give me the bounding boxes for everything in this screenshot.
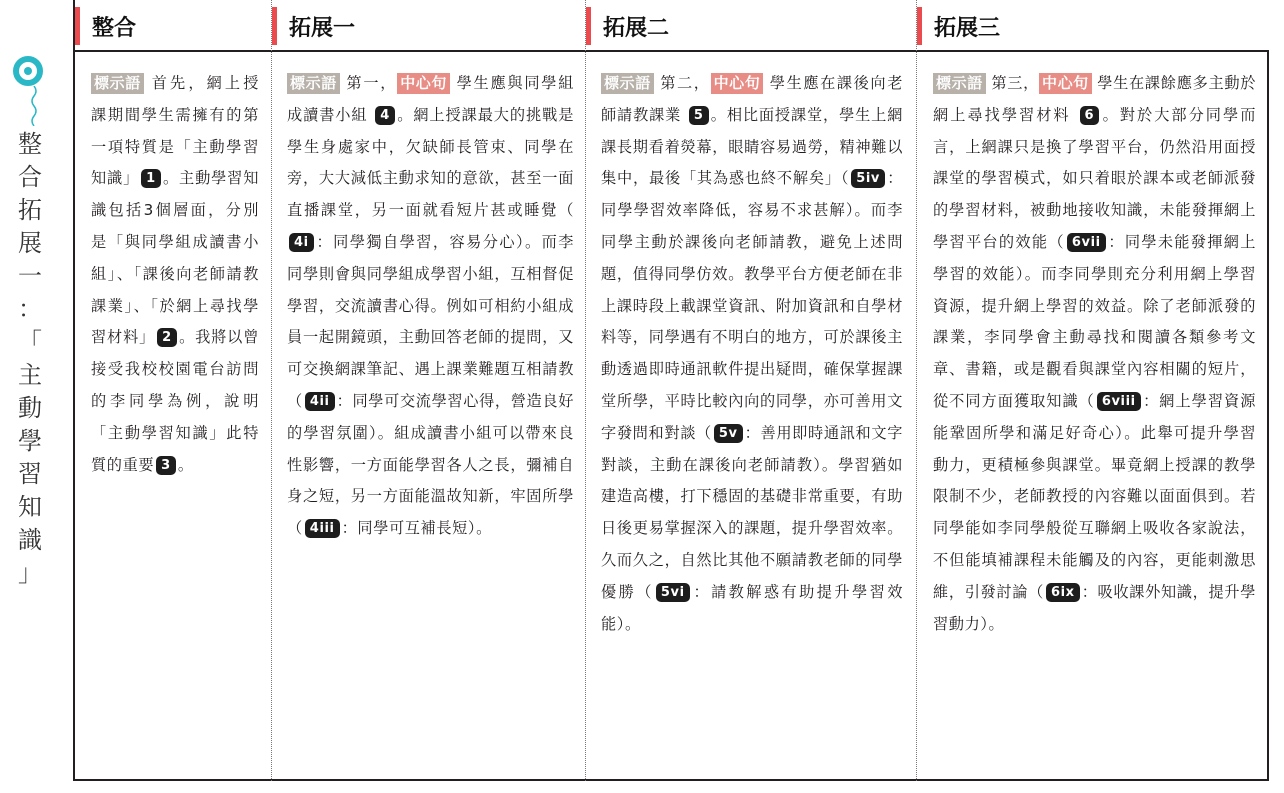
column-header: [586, 10, 669, 42]
squiggle-line-icon: [29, 86, 39, 126]
vertical-title-char: 動: [18, 394, 42, 422]
marker-tag: 標示語: [601, 73, 654, 94]
column-body: [933, 68, 1256, 640]
vertical-title-char: 「: [18, 328, 42, 356]
column-heading: 拓展三: [934, 14, 1001, 41]
column-body: [601, 68, 903, 640]
column-heading: 整合: [92, 14, 137, 41]
paragraph-text: 。對於大部分同學而言，上網課只是換了學習平台，仍然沿用面授課堂的學習模式，如只着眼於課本或老師派發的學習材料，被動地接收知識，未能發揮網上學習平台的效能（: [933, 105, 1257, 251]
vertical-title-char: 展: [18, 229, 42, 257]
marker-tag: 標示語: [287, 73, 340, 94]
topic-sentence-tag: 中心句: [1039, 73, 1092, 94]
paragraph-text: ：同學未能發揮網上學習的效能）。而李同學則充分利用網上學習資源，提升網上學習的效益。除了老師派發的課業，李同學會主動尋找和閱讀各類參考文章、書籍，或是觀看與課堂內容相關的短片，從不同方面獲取知識（: [933, 232, 1256, 410]
vertical-title-char: 主: [18, 361, 42, 389]
annotation-badge: 6: [1080, 106, 1100, 125]
column-header: [272, 10, 355, 42]
vertical-title-char: 學: [18, 427, 42, 455]
paragraph-text: 學生應在課後向老師請教課業: [601, 74, 903, 124]
paragraph-text: 。我將以曾接受我校校園電台訪問的李同學為例，說明「主動學習知識」此特質的重要: [91, 328, 259, 474]
heading-accent-bar: [917, 7, 922, 45]
paragraph-text: ：同學可交流學習心得，營造良好的學習氛圍）。組成讀書小組可以帶來良性影響，一方面能學習各人之長，彌補自身之短，另一方面能溫故知新，牢固所學（: [287, 391, 574, 538]
column-body: [91, 68, 259, 481]
annotation-badge: 5: [689, 106, 709, 125]
annotation-badge: 6viii: [1097, 392, 1141, 411]
paragraph-text: ：善用即時通訊和文字對談，主動在課後向老師請教）。學習猶如建造高樓，打下穩固的基礎非常重要，有助日後更易掌握深入的課題，提升學習效率。久而久之，自然比其他不願請教老師的同學優勝（: [601, 423, 903, 601]
annotation-badge: 3: [156, 456, 176, 475]
column-integration: [73, 0, 271, 781]
marker-tag: 標示語: [91, 73, 144, 94]
heading-accent-bar: [272, 7, 277, 45]
sidebar: [0, 0, 70, 793]
paragraph-text: ：吸收課外知識，提升學習動力）。: [933, 582, 1256, 633]
paragraph-text: 學生應與同學組成讀書小組: [287, 74, 574, 124]
paragraph-text: 。相比面授課堂，學生上網課長期看着熒幕，眼睛容易過勞，精神難以集中，最後「其為惑也終不解矣」（: [601, 105, 903, 188]
vertical-title-char: 習: [18, 460, 42, 488]
paragraph-text: ：請教解惑有助提升學習效能）。: [601, 582, 903, 633]
paragraph-text: ：同學可互補長短）。: [341, 519, 492, 538]
vertical-title-char: ：: [18, 295, 42, 323]
topic-sentence-tag: 中心句: [711, 73, 764, 94]
paragraph-text: 第一，: [339, 74, 398, 92]
column-header: [917, 10, 1000, 42]
annotation-badge: 5v: [714, 424, 743, 443]
annotation-badge: 6vii: [1067, 233, 1106, 252]
vertical-section-title: [14, 128, 46, 590]
column-extension-1: [271, 0, 585, 781]
paragraph-text: ：網上學習資源能鞏固所學和滿足好奇心）。此舉可提升學習動力，更積極參與課堂。畢竟網上授課的教學限制不少，老師教授的內容難以面面俱到。若同學能如李同學般從互聯網上吸收各家說法，不但能填補課程未能觸及的內容，更能刺激思維，引發討論（: [933, 391, 1256, 601]
vertical-title-char: 知: [18, 493, 42, 521]
annotation-badge: 4i: [289, 233, 314, 252]
paragraph-text: 第三，: [985, 74, 1039, 92]
vertical-title-char: 」: [18, 559, 42, 587]
annotation-badge: 5vi: [656, 583, 690, 602]
heading-accent-bar: [75, 7, 80, 45]
column-header: [75, 10, 136, 42]
annotation-badge: 4ii: [305, 392, 335, 411]
paragraph-text: 。: [177, 455, 194, 474]
marker-tag: 標示語: [933, 73, 986, 94]
column-extension-2: [585, 0, 916, 781]
column-heading: 拓展二: [603, 14, 670, 41]
vertical-title-char: 拓: [18, 196, 42, 224]
column-body: [287, 68, 574, 545]
annotation-badge: 5iv: [851, 169, 885, 188]
paragraph-text: ：同學學習效率降低，容易不求甚解）。而李同學主動於課後向老師請教，避免上述問題，值得同學仿效。教學平台方便老師在非上課時段上載課堂資訊、附加資訊和自學材料等，同學遇有不明白的地方，可於課後主動透過即時通訊軟件提出疑問，確保掌握課堂所學，平時比較內向的同學，亦可善用文字發問和對談（: [601, 169, 904, 442]
column-heading: 拓展一: [289, 14, 356, 41]
paragraph-text: 。主動學習知識包括3個層面，分別是「與同學組成讀書小組」、「課後向老師請教課業」、「於網上尋找學習材料」: [91, 169, 259, 347]
column-extension-3: [916, 0, 1269, 781]
paragraph-text: 第二，: [653, 74, 711, 92]
vertical-title-char: 識: [18, 526, 42, 554]
target-circle-icon: [13, 56, 43, 86]
vertical-title-char: 一: [18, 262, 42, 290]
paragraph-text: 首先，網上授課期間學生需擁有的第一項特質是「主動學習知識」: [91, 74, 259, 188]
annotation-badge: 6ix: [1046, 583, 1080, 602]
vertical-title-char: 合: [18, 163, 42, 191]
heading-accent-bar: [586, 7, 591, 45]
paragraph-text: 學生在課餘應多主動於網上尋找學習材料: [933, 74, 1256, 124]
vertical-title-char: 整: [18, 130, 42, 158]
paragraph-text: 。網上授課最大的挑戰是學生身處家中，欠缺師長管束、同學在旁，大大減低主動求知的意欲，甚至一面直播課堂，另一面就看短片甚或睡覺（: [287, 105, 574, 220]
annotation-badge: 2: [157, 328, 177, 347]
paragraph-text: ：同學獨自學習，容易分心）。而李同學則會與同學組成學習小組，互相督促學習，交流讀書心得。例如可相約小組成員一起開鏡頭，主動回答老師的提問，又可交換網課筆記、遇上課業難題互相請教（: [287, 232, 574, 410]
annotation-badge: 4iii: [305, 519, 340, 538]
annotation-badge: 4: [375, 106, 395, 125]
topic-sentence-tag: 中心句: [397, 73, 450, 94]
annotation-badge: 1: [141, 169, 161, 188]
content-frame: [73, 0, 1269, 781]
